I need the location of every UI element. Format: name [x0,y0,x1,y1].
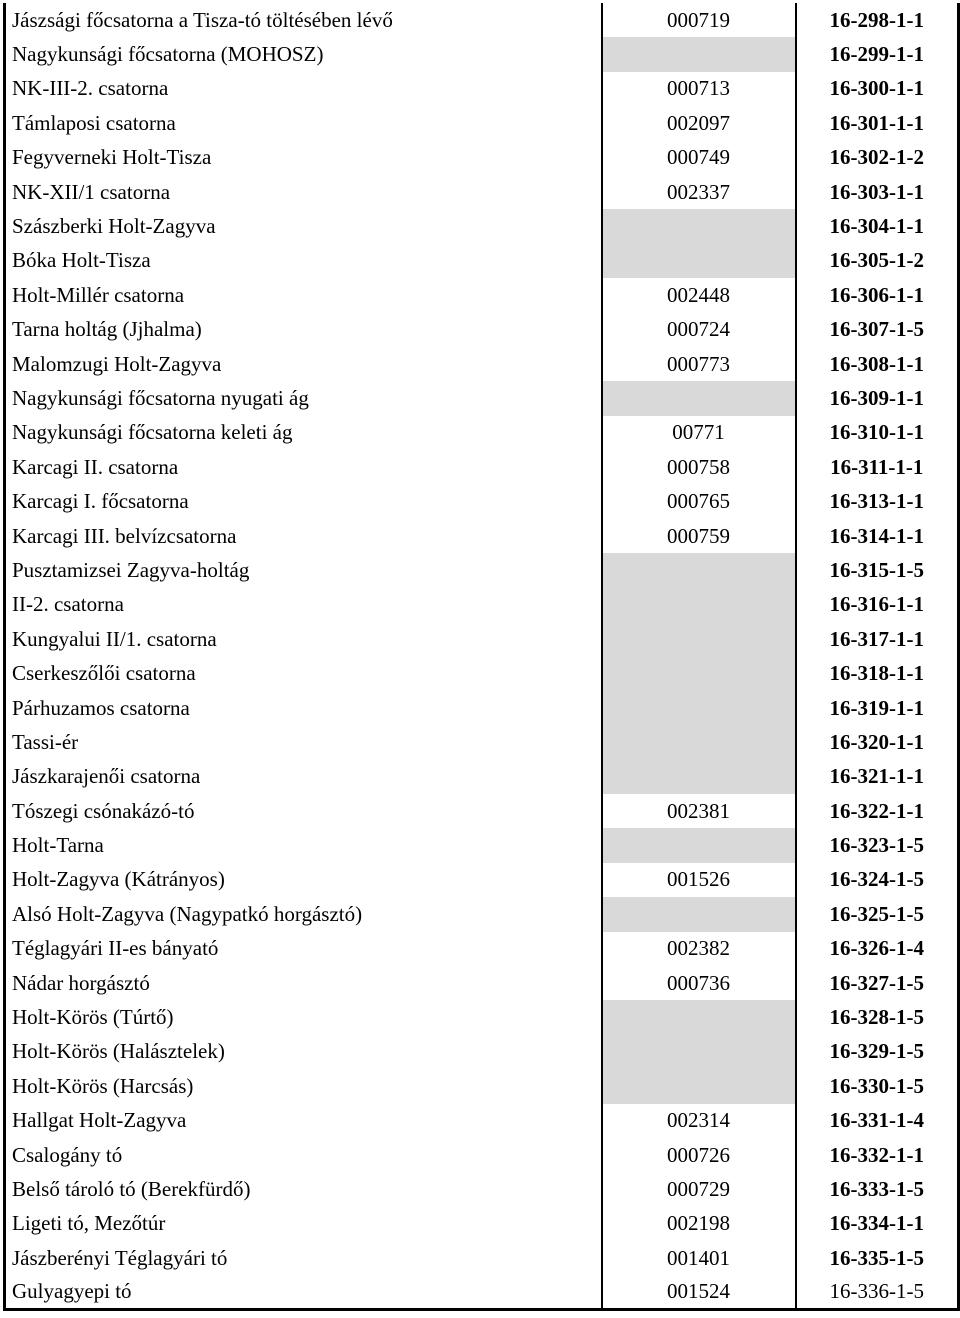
water-code [602,691,796,725]
registry-id: 16-298-1-1 [796,3,959,37]
water-code: 002448 [602,278,796,312]
table-row [5,656,959,690]
table-row [5,484,959,518]
water-body-name: Nagykunsági főcsatorna (MOHOSZ) [5,37,602,71]
water-body-name: Holt-Körös (Harcsás) [5,1069,602,1103]
table-row [5,3,959,37]
table-row [5,966,959,1000]
water-body-name: Ligeti tó, Mezőtúr [5,1207,602,1241]
water-code: 000713 [602,72,796,106]
registry-id: 16-328-1-5 [796,1000,959,1034]
registry-id: 16-329-1-5 [796,1035,959,1069]
water-code: 002314 [602,1104,796,1138]
registry-id: 16-313-1-1 [796,484,959,518]
water-code [602,760,796,794]
water-body-name: Tassi-ér [5,725,602,759]
water-body-name: Holt-Körös (Túrtő) [5,1000,602,1034]
table-row [5,37,959,71]
table-row [5,381,959,415]
registry-id: 16-302-1-2 [796,141,959,175]
water-body-name: Karcagi II. csatorna [5,450,602,484]
water-code: 000729 [602,1172,796,1206]
registry-id: 16-321-1-1 [796,760,959,794]
registry-id: 16-336-1-5 [796,1275,959,1309]
water-code: 002097 [602,106,796,140]
water-code [602,1000,796,1034]
water-code [602,37,796,71]
registry-id: 16-317-1-1 [796,622,959,656]
water-registry-table [3,3,960,1311]
water-code: 001401 [602,1241,796,1275]
table-row [5,1138,959,1172]
water-code [602,828,796,862]
table-row [5,209,959,243]
water-code: 002381 [602,794,796,828]
registry-id: 16-327-1-5 [796,966,959,1000]
water-code: 000758 [602,450,796,484]
water-code: 000749 [602,141,796,175]
water-body-name: Párhuzamos csatorna [5,691,602,725]
water-code [602,656,796,690]
water-code: 001526 [602,863,796,897]
water-body-name: Belső tároló tó (Berekfürdő) [5,1172,602,1206]
table-row [5,141,959,175]
registry-id: 16-304-1-1 [796,209,959,243]
registry-id: 16-318-1-1 [796,656,959,690]
registry-id: 16-335-1-5 [796,1241,959,1275]
registry-id: 16-330-1-5 [796,1069,959,1103]
registry-id: 16-323-1-5 [796,828,959,862]
water-body-name: Bóka Holt-Tisza [5,244,602,278]
table-row [5,175,959,209]
registry-id: 16-301-1-1 [796,106,959,140]
table-row [5,1000,959,1034]
table-row [5,691,959,725]
registry-id: 16-300-1-1 [796,72,959,106]
water-body-name: NK-III-2. csatorna [5,72,602,106]
water-body-name: Holt-Zagyva (Kátrányos) [5,863,602,897]
water-body-name: Holt-Körös (Halásztelek) [5,1035,602,1069]
water-code: 000724 [602,313,796,347]
table-row [5,588,959,622]
water-code: 00771 [602,416,796,450]
water-body-name: Jászsági főcsatorna a Tisza-tó töltésében lévő [5,3,602,37]
registry-id: 16-315-1-5 [796,553,959,587]
registry-id: 16-319-1-1 [796,691,959,725]
table-row [5,450,959,484]
table-row [5,1069,959,1103]
registry-id: 16-299-1-1 [796,37,959,71]
table-row [5,553,959,587]
water-code: 000736 [602,966,796,1000]
water-body-name: Cserkeszőlői csatorna [5,656,602,690]
water-code [602,622,796,656]
water-body-name: Nádar horgásztó [5,966,602,1000]
table-body [5,3,959,1310]
water-body-name: Tarna holtág (Jjhalma) [5,313,602,347]
table-row [5,106,959,140]
water-body-name: Támlaposi csatorna [5,106,602,140]
water-code: 001524 [602,1275,796,1309]
water-code [602,588,796,622]
water-body-name: Holt-Tarna [5,828,602,862]
water-code: 000719 [602,3,796,37]
table-row [5,519,959,553]
registry-id: 16-310-1-1 [796,416,959,450]
water-body-name: Nagykunsági főcsatorna nyugati ág [5,381,602,415]
table-row [5,1104,959,1138]
water-body-name: Gulyagyepi tó [5,1275,602,1309]
water-code [602,1035,796,1069]
water-code [602,1069,796,1103]
registry-id: 16-303-1-1 [796,175,959,209]
registry-id: 16-309-1-1 [796,381,959,415]
water-body-name: Alsó Holt-Zagyva (Nagypatkó horgásztó) [5,897,602,931]
table-row [5,863,959,897]
water-body-name: NK-XII/1 csatorna [5,175,602,209]
water-code: 002382 [602,932,796,966]
registry-id: 16-334-1-1 [796,1207,959,1241]
water-code: 000759 [602,519,796,553]
registry-id: 16-308-1-1 [796,347,959,381]
registry-id: 16-307-1-5 [796,313,959,347]
table-row [5,1207,959,1241]
table-row [5,278,959,312]
water-code: 000773 [602,347,796,381]
water-body-name: Csalogány tó [5,1138,602,1172]
water-body-name: Szászberki Holt-Zagyva [5,209,602,243]
water-code [602,209,796,243]
registry-id: 16-320-1-1 [796,725,959,759]
water-body-name: Tószegi csónakázó-tó [5,794,602,828]
table-row [5,1275,959,1309]
registry-id: 16-324-1-5 [796,863,959,897]
water-body-name: Fegyverneki Holt-Tisza [5,141,602,175]
table-row [5,72,959,106]
table-row [5,760,959,794]
water-body-name: Pusztamizsei Zagyva-holtág [5,553,602,587]
registry-id: 16-305-1-2 [796,244,959,278]
registry-id: 16-316-1-1 [796,588,959,622]
registry-id: 16-325-1-5 [796,897,959,931]
water-body-name: Holt-Millér csatorna [5,278,602,312]
table-row [5,932,959,966]
water-code: 002337 [602,175,796,209]
registry-id: 16-306-1-1 [796,278,959,312]
water-body-name: Kungyalui II/1. csatorna [5,622,602,656]
water-body-name: Jászberényi Téglagyári tó [5,1241,602,1275]
water-body-name: II-2. csatorna [5,588,602,622]
water-body-name: Jászkarajenői csatorna [5,760,602,794]
table-row [5,244,959,278]
water-code [602,381,796,415]
table-row [5,1241,959,1275]
water-code [602,897,796,931]
water-code [602,244,796,278]
table-row [5,725,959,759]
registry-id: 16-314-1-1 [796,519,959,553]
registry-id: 16-322-1-1 [796,794,959,828]
table-row [5,897,959,931]
water-body-name: Malomzugi Holt-Zagyva [5,347,602,381]
table-row [5,1035,959,1069]
water-body-name: Hallgat Holt-Zagyva [5,1104,602,1138]
table-row [5,416,959,450]
table-row [5,622,959,656]
water-body-name: Karcagi III. belvízcsatorna [5,519,602,553]
registry-id: 16-331-1-4 [796,1104,959,1138]
registry-id: 16-311-1-1 [796,450,959,484]
registry-id: 16-326-1-4 [796,932,959,966]
table-row [5,794,959,828]
registry-id: 16-332-1-1 [796,1138,959,1172]
water-body-name: Téglagyári II-es bányató [5,932,602,966]
table-row [5,313,959,347]
table-row [5,1172,959,1206]
water-body-name: Nagykunsági főcsatorna keleti ág [5,416,602,450]
table-row [5,828,959,862]
water-code: 000726 [602,1138,796,1172]
table-row [5,347,959,381]
water-code [602,725,796,759]
water-code: 002198 [602,1207,796,1241]
water-code [602,553,796,587]
water-body-name: Karcagi I. főcsatorna [5,484,602,518]
water-code: 000765 [602,484,796,518]
registry-id: 16-333-1-5 [796,1172,959,1206]
